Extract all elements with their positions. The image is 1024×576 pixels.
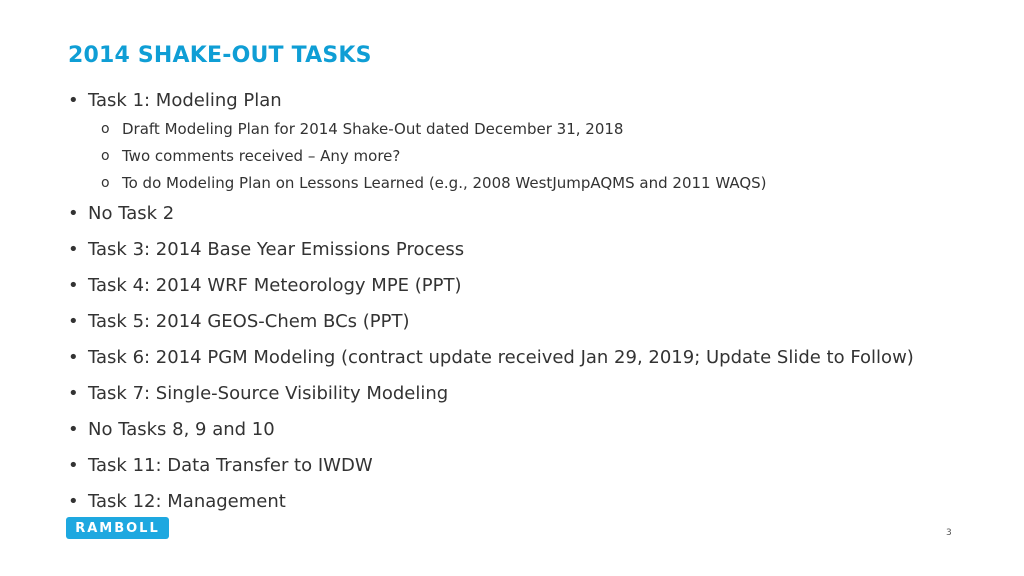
sub-bullet-lessons-learned: o To do Modeling Plan on Lessons Learned (e.g., 2008 WestJumpAQMS and 2011 WAQS) (88, 170, 998, 197)
bullet-task-7: • Task 7: Single-Source Visibility Modeling (68, 381, 998, 407)
bullet-no-task-2: • No Task 2 (68, 201, 998, 227)
task-1-sub-list (88, 116, 998, 197)
ramboll-logo: RAMBOLL (66, 517, 169, 539)
bullet-task-12: • Task 12: Management (68, 489, 998, 515)
bullet-task-4: • Task 4: 2014 WRF Meteorology MPE (PPT) (68, 273, 998, 299)
task-bullet-list (68, 88, 998, 525)
slide-title: 2014 SHAKE-OUT TASKS (68, 43, 372, 68)
bullet-task-6: • Task 6: 2014 PGM Modeling (contract update received Jan 29, 2019; Update Slide to Follow) (68, 345, 998, 371)
bullet-task-5: • Task 5: 2014 GEOS-Chem BCs (PPT) (68, 309, 998, 335)
bullet-no-tasks-8-9-10: • No Tasks 8, 9 and 10 (68, 417, 998, 443)
bullet-task-1 (68, 88, 998, 197)
bullet-task-3: • Task 3: 2014 Base Year Emissions Process (68, 237, 998, 263)
sub-bullet-comments: o Two comments received – Any more? (88, 143, 998, 170)
page-number: 3 (946, 528, 952, 538)
bullet-text: Task 1: Modeling Plan (88, 90, 282, 111)
bullet-task-11: • Task 11: Data Transfer to IWDW (68, 453, 998, 479)
sub-bullet-draft-plan: o Draft Modeling Plan for 2014 Shake-Out dated December 31, 2018 (88, 116, 998, 143)
